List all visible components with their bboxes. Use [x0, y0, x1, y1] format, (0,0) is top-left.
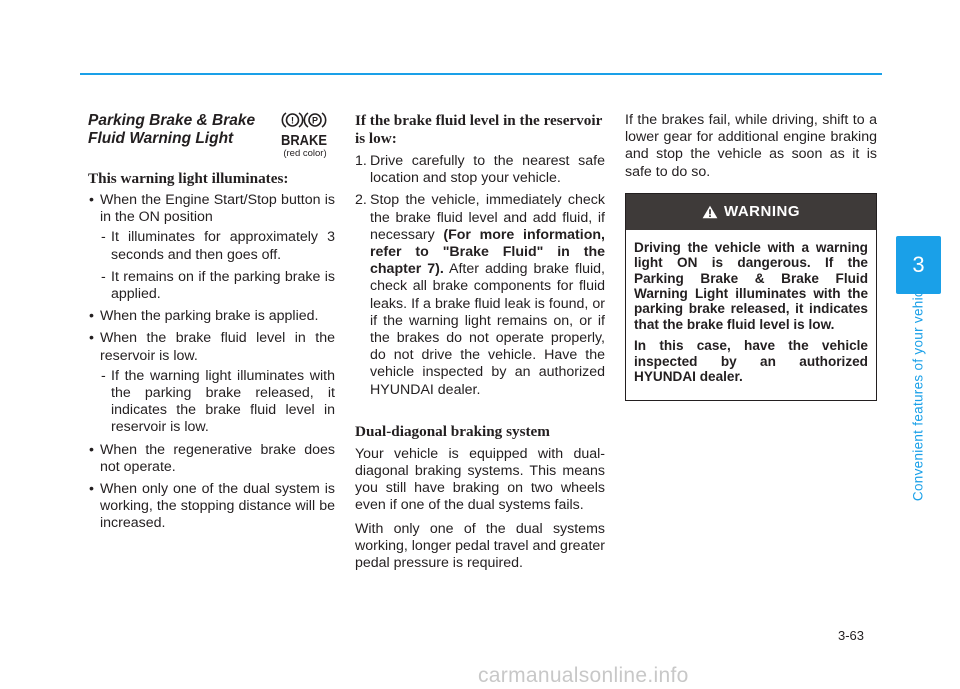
brake-icon-caption: (red color) — [283, 148, 327, 159]
warning-box — [625, 193, 877, 402]
step-text: Drive carefully to the nearest safe location and stop your vehicle. — [370, 153, 605, 187]
dual-paragraph: Your vehicle is equipped with dual-diagonal braking systems. This means you still have braking on two wheels even if one of the dual systems fails. — [355, 445, 605, 514]
chapter-tab[interactable]: 3 — [896, 236, 941, 294]
sub-list — [100, 368, 335, 437]
step-item — [355, 192, 605, 398]
list-item: • When the parking brake is applied. — [88, 308, 335, 325]
dual-braking-heading: Dual-diagonal braking system — [355, 422, 550, 440]
sub-list — [100, 229, 335, 303]
step-number: 2. — [355, 192, 367, 209]
warning-triangle-icon — [702, 205, 718, 219]
section-title: Parking Brake & Brake Fluid Warning Light — [88, 112, 256, 147]
warning-label: WARNING — [724, 203, 800, 221]
svg-text:P: P — [311, 115, 319, 126]
list-item: • When the regenerative brake does not operate. — [88, 442, 335, 476]
step-text: After adding brake fluid, check all brake components for fluid leaks. If a brake fluid leak is found, or if the warning light remains on, or if the brakes do not operate properly, do not drive the vehicle. Have the vehicle inspected by an authorized HYUNDAI dealer. — [370, 261, 605, 398]
page-number: 3-63 — [838, 628, 865, 643]
chapter-title: Convenient features of your vehicle — [910, 278, 926, 502]
column-middle — [355, 100, 605, 572]
step-item — [355, 153, 605, 187]
brake-warning-icon — [279, 110, 331, 148]
warning-paragraph: In this case, have the vehicle inspected by an authorized HYUNDAI dealer. — [634, 338, 868, 385]
list-item — [88, 192, 335, 303]
sub-item: - It illuminates for approximately 3 seconds and then goes off. — [100, 229, 335, 263]
dual-paragraph: With only one of the dual systems working, longer pedal travel and greater pedal pressure is required. — [355, 520, 606, 572]
brake-fail-paragraph: If the brakes fail, while driving, shift to a lower gear for additional engine braking and stop the vehicle as soon as it is safe to do so. — [625, 112, 877, 180]
brake-word: BRAKE — [281, 132, 327, 148]
sub-item: - It remains on if the parking brake is applied. — [100, 269, 335, 303]
watermark: carmanualsonline.info — [478, 664, 689, 687]
list-item: • When only one of the dual system is working, the stopping distance will be increased. — [88, 481, 335, 533]
list-item — [88, 330, 335, 436]
warning-paragraph: Driving the vehicle with a warning light ON is dangerous. If the Parking Brake & Brake Fluid Warning Light illuminates with the parking brake released, it indicates that the brake fluid level is low. — [634, 239, 868, 332]
steps-list — [355, 153, 605, 399]
svg-text:!: ! — [291, 115, 294, 126]
header-rule — [80, 73, 882, 75]
brake-warning-badge — [274, 110, 336, 159]
illuminates-heading: This warning light illuminates: — [88, 170, 289, 187]
warning-header — [626, 194, 876, 230]
step-text: Stop the vehicle, immediately check the brake fluid level and add fluid, if necessary — [370, 192, 605, 243]
step-reference: (For more information, refer to "Brake Fluid" in the chapter 7). — [370, 226, 605, 278]
column-left — [88, 100, 335, 538]
step-number: 1. — [355, 153, 367, 169]
low-fluid-heading: If the brake fluid level in the reservoir is low: — [355, 112, 603, 147]
column-right — [625, 100, 877, 401]
sub-item: - If the warning light illuminates with the parking brake released, it indicates the brake fluid level in reservoir is low. — [100, 368, 335, 437]
illuminates-list — [88, 192, 335, 533]
bullet-text: When the brake fluid level in the reservoir is low. — [100, 330, 335, 364]
warning-body — [626, 230, 876, 401]
bullet-text: When the Engine Start/Stop button is in the ON position — [100, 192, 335, 226]
